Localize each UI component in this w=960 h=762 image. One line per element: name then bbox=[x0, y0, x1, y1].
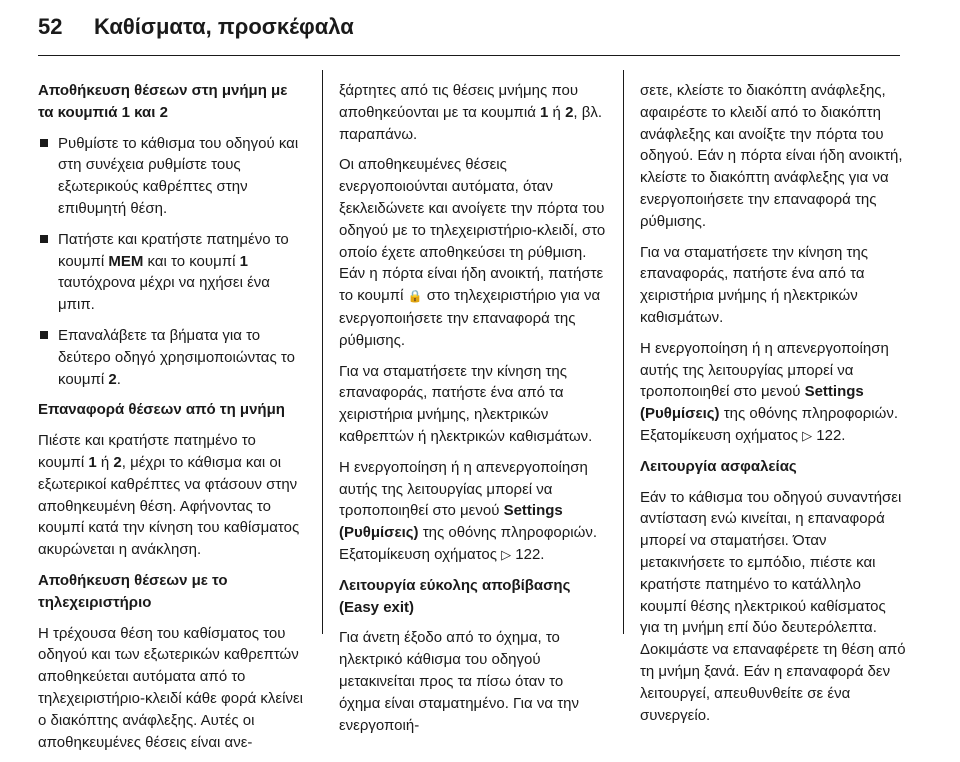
page-reference: 122. bbox=[812, 426, 846, 444]
mem-button-label: MEM bbox=[108, 252, 144, 270]
text: Πιέστε και κρατήστε πατημένο το κουμπί bbox=[38, 432, 256, 471]
text: ξάρτητες από τις θέσεις μνήμης που αποθηκεύονται με τα κουμπιά bbox=[339, 82, 579, 121]
list-item bbox=[38, 325, 306, 390]
header-rule bbox=[38, 55, 900, 56]
text: , μέχρι το κάθισμα και οι εξωτερικοί καθρέπτες να φτάσουν στην αποθηκευμένη θέση. Αφήνοντας το κουμπί κατά την κίνηση του καθίσματος ακυρώνεται η ανάκληση. bbox=[38, 453, 300, 559]
bullet-icon bbox=[40, 139, 48, 147]
text: Η ενεργοποίηση ή η απενεργοποίηση αυτής της λειτουργίας μπορεί να τροποποιηθεί στο μενού bbox=[339, 458, 588, 520]
paragraph-store-remote: Η τρέχουσα θέση του καθίσματος του οδηγού και των εξωτερικών καθρεπτών αποθηκεύεται αυτόματα από το τηλεχειριστήριο-κλειδί κάθε φορά κλείνει ο διακόπτης ανάφλεξης. Αυτές οι αποθηκευμένες θέσεις είναι ανε- bbox=[38, 624, 303, 751]
text: στο τηλεχειριστήριο για να ενεργοποιήσετε την επαναφορά της ρύθμισης. bbox=[339, 287, 601, 349]
heading-store-buttons: Αποθήκευση θέσεων στη μνήμη με τα κουμπιά 1 και 2 bbox=[38, 82, 288, 121]
list-item bbox=[38, 133, 306, 220]
bullet-icon bbox=[40, 331, 48, 339]
paragraph-easy-exit: Για άνετη έξοδο από το όχημα, το ηλεκτρικό κάθισμα του οδηγού μετακινείται προς τα πίσω όταν το όχημα είναι σταματημένο. Για να την ενεργοποιή- bbox=[339, 629, 579, 734]
paragraph-easy-exit-cont: σετε, κλείστε το διακόπτη ανάφλεξης, αφαιρέστε το κλειδί από το διακόπτη ανάφλεξης και ανοίξτε την πόρτα του οδηγού. Εάν η πόρτα είναι ήδη ανοικτή, κλείστε το διακόπτη ανάφλεξης για να ενεργοποιήσετε την επαναφορά της ρύθμισης. bbox=[640, 82, 903, 230]
settings-menu-label: Settings (Ρυθμίσεις) bbox=[640, 383, 864, 423]
list-item bbox=[38, 229, 306, 316]
button-1-label: 1 bbox=[239, 252, 248, 270]
text: , βλ. παραπάνω. bbox=[339, 103, 603, 143]
button-2-label: 2 bbox=[113, 453, 122, 471]
column-2 bbox=[339, 80, 607, 745]
button-2-label: 2 bbox=[108, 370, 117, 388]
column-1 bbox=[38, 80, 306, 762]
bullet-text-pre: Πατήστε και κρατήστε πατημένο το κουμπί bbox=[58, 230, 289, 270]
heading-recall: Επαναφορά θέσεων από τη μνήμη bbox=[38, 401, 285, 419]
bullet-text: Ρυθμίστε το κάθισμα του οδηγού και στη συνέχεια ρυθμίστε τους εξωτερικούς καθρέπτες στην επιθυμητή θέση. bbox=[58, 134, 299, 217]
settings-menu-label: Settings (Ρυθμίσεις) bbox=[339, 502, 563, 542]
text: της οθόνης πληροφοριών. Εξατομίκευση οχήματος bbox=[339, 524, 598, 563]
page-title: Καθίσματα, προσκέφαλα bbox=[94, 14, 354, 39]
paragraph-stop: Για να σταματήσετε την κίνηση της επαναφοράς, πατήστε ένα από τα χειριστήρια μνήμης, ηλεκτρικών καθρεπτών ή ηλεκτρικών καθισμάτων. bbox=[339, 362, 593, 445]
page-reference: 122. bbox=[511, 545, 545, 563]
page-reference-arrow-icon: ▷ bbox=[501, 546, 512, 562]
bullet-icon bbox=[40, 235, 48, 243]
heading-easy-exit: Λειτουργία εύκολης αποβίβασης (Easy exit) bbox=[339, 576, 571, 616]
text: ή bbox=[96, 453, 114, 471]
text: Οι αποθηκευμένες θέσεις ενεργοποιούνται αυτόματα, όταν ξεκλειδώνετε και ανοίγετε την πόρτα του οδηγού με το τηλεχειριστήριο-κλειδί, στο οποίο έχετε αποθηκεύσει τη ρύθμιση. Εάν η πόρτα είναι ήδη ανοικτή, πατήστε το κουμπί bbox=[339, 156, 606, 305]
page-number: 52 bbox=[38, 14, 63, 39]
paragraph-settings bbox=[640, 338, 908, 447]
paragraph-activation bbox=[339, 154, 607, 351]
paragraph-recall bbox=[38, 430, 306, 561]
paragraph-independent bbox=[339, 80, 607, 145]
paragraph-settings bbox=[339, 457, 607, 566]
paragraph-stop: Για να σταματήσετε την κίνηση της επαναφοράς, πατήστε ένα από τα χειριστήρια μνήμης ή ηλεκτρικών καθισμάτων. bbox=[640, 243, 868, 326]
button-1-label: 1 bbox=[540, 103, 549, 121]
column-divider-1 bbox=[322, 70, 323, 634]
unlock-icon: 🔒 bbox=[407, 289, 423, 304]
text: της οθόνης πληροφοριών. Εξατομίκευση οχήματος bbox=[640, 405, 899, 444]
paragraph-safety: Εάν το κάθισμα του οδηγού συναντήσει αντίσταση ενώ κινείται, η επαναφορά μπορεί να σταματήσει. Όταν μετακινήσετε το εμπόδιο, πιέστε και κρατήστε πατημένο το κατάλληλο κουμπί θέσης ηλεκτρικού καθίσματος για τη μνήμη επί δύο δευτερόλεπτα. Δοκιμάστε να επαναφέρετε τη θέση από τη μνήμη ξανά. Εάν η επαναφορά δεν λειτουργεί, απευθυνθείτε σε ένα συνεργείο. bbox=[640, 488, 906, 724]
bullet-text-post: ταυτόχρονα μέχρι να ηχήσει ένα μπιπ. bbox=[58, 274, 270, 314]
bullet-text-post: . bbox=[116, 370, 121, 388]
button-2-label: 2 bbox=[565, 103, 574, 121]
column-divider-2 bbox=[623, 70, 624, 634]
button-1-label: 1 bbox=[88, 453, 97, 471]
text: ή bbox=[548, 103, 566, 121]
column-3 bbox=[640, 80, 908, 735]
text: Η ενεργοποίηση ή η απενεργοποίηση αυτής της λειτουργίας μπορεί να τροποποιηθεί στο μενού bbox=[640, 339, 889, 401]
bullet-text-mid: και το κουμπί bbox=[143, 252, 240, 270]
heading-store-remote: Αποθήκευση θέσεων με το τηλεχειριστήριο bbox=[38, 571, 228, 611]
page-reference-arrow-icon: ▷ bbox=[802, 427, 813, 443]
bullet-text-pre: Επαναλάβετε τα βήματα για το δεύτερο οδηγό χρησιμοποιώντας το κουμπί bbox=[58, 326, 295, 388]
heading-safety: Λειτουργία ασφαλείας bbox=[640, 457, 797, 475]
